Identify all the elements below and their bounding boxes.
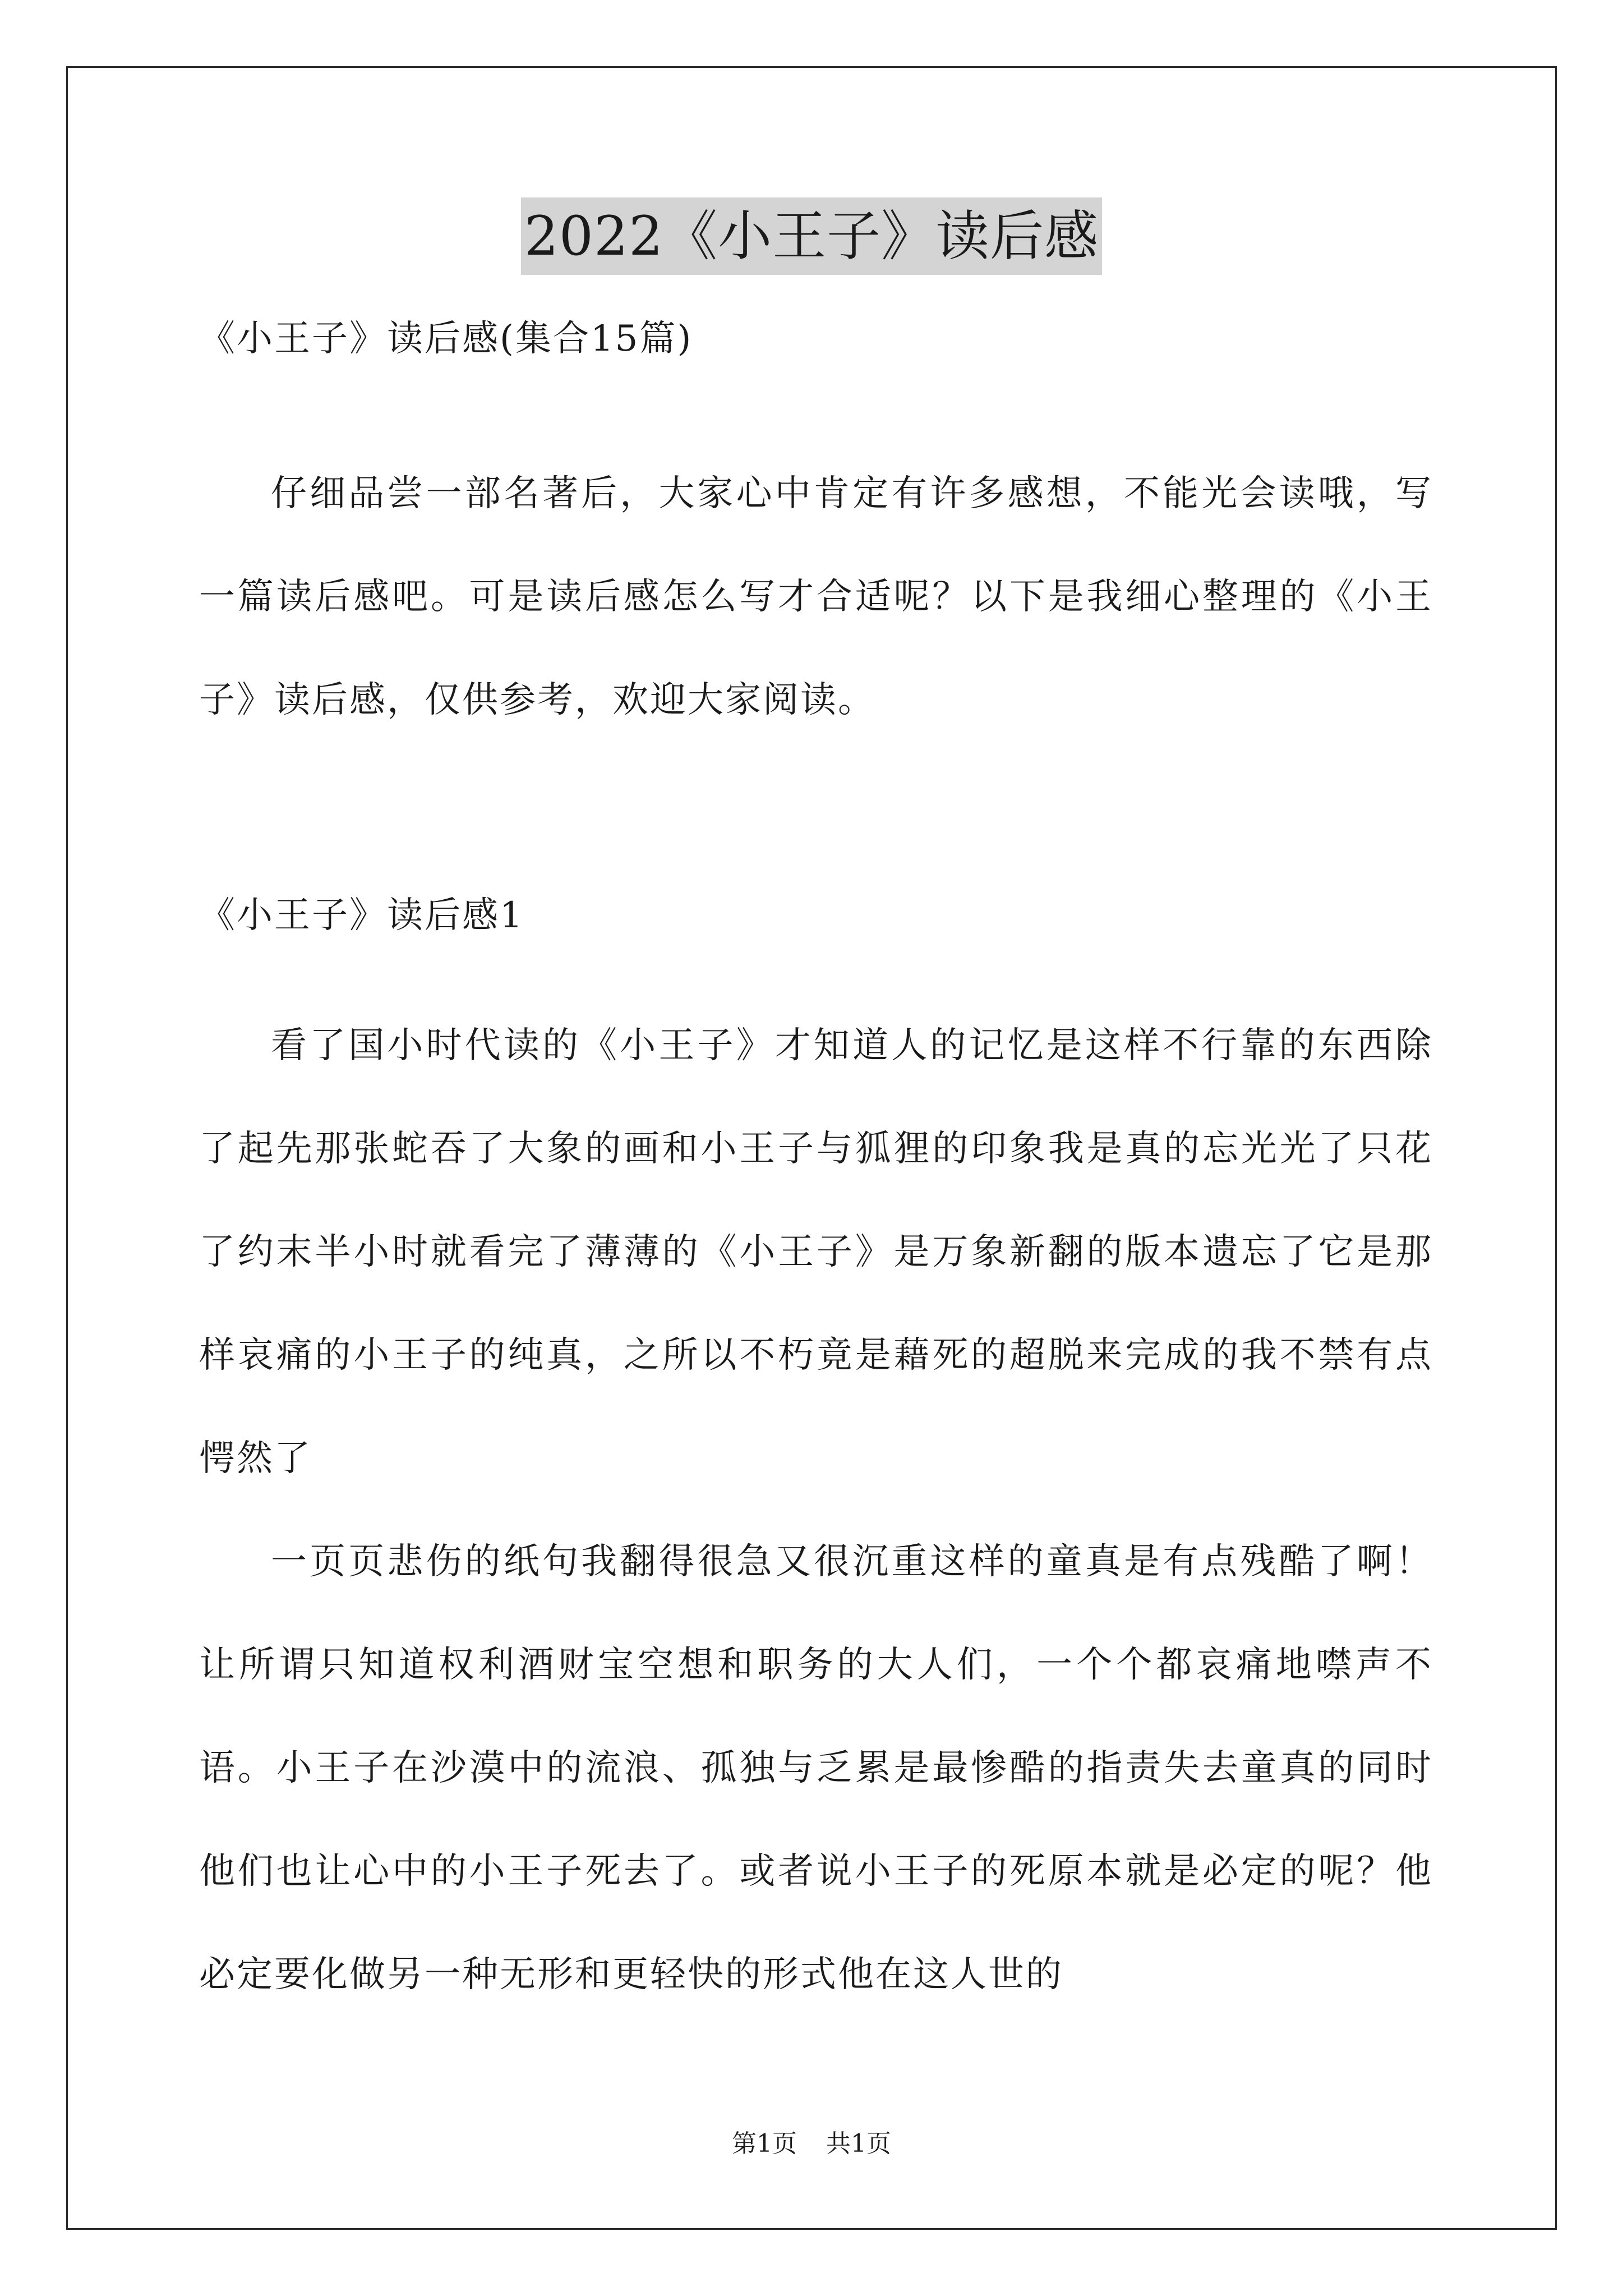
document-subtitle: 《小王子》读后感(集合15篇) [199,318,693,360]
body-paragraph-2: 一页页悲伤的纸句我翻得很急又很沉重这样的童真是有点残酷了啊！让所谓只知道权利酒财宝空想和职务的大人们，一个个都哀痛地噤声不语。小王子在沙漠中的流浪、孤独与乏累是最惨酷的指责失去童真的同时他们也让心中的小王子死去了。或者说小王子的死原本就是必定的呢？他必定要化做另一种无形和更轻快的形式他在这人世的 [199,1541,1433,1995]
body-paragraph-1: 看了国小时代读的《小王子》才知道人的记忆是这样不行靠的东西除了起先那张蛇吞了大象的画和小王子与狐狸的印象我是真的忘光光了只花了约末半小时就看完了薄薄的《小王子》是万象新翻的版本遗忘了它是那样哀痛的小王子的纯真，之所以不朽竟是藉死的超脱来完成的我不禁有点愕然了 [199,1025,1433,1479]
intro-section [199,442,1433,752]
intro-paragraph: 仔细品尝一部名著后，大家心中肯定有许多感想，不能光会读哦，写一篇读后感吧。可是读后感怎么写才合适呢？以下是我细心整理的《小王子》读后感，仅供参考，欢迎大家阅读。 [199,473,1433,721]
title-container [0,197,1623,275]
section-heading: 《小王子》读后感1 [199,895,524,936]
document-title: 2022《小王子》读后感 [521,197,1102,275]
page-footer [0,2127,1623,2161]
section-body [199,994,1433,2026]
page-number-current: 第1页 [732,2129,797,2158]
page-number-total: 共1页 [826,2129,891,2158]
